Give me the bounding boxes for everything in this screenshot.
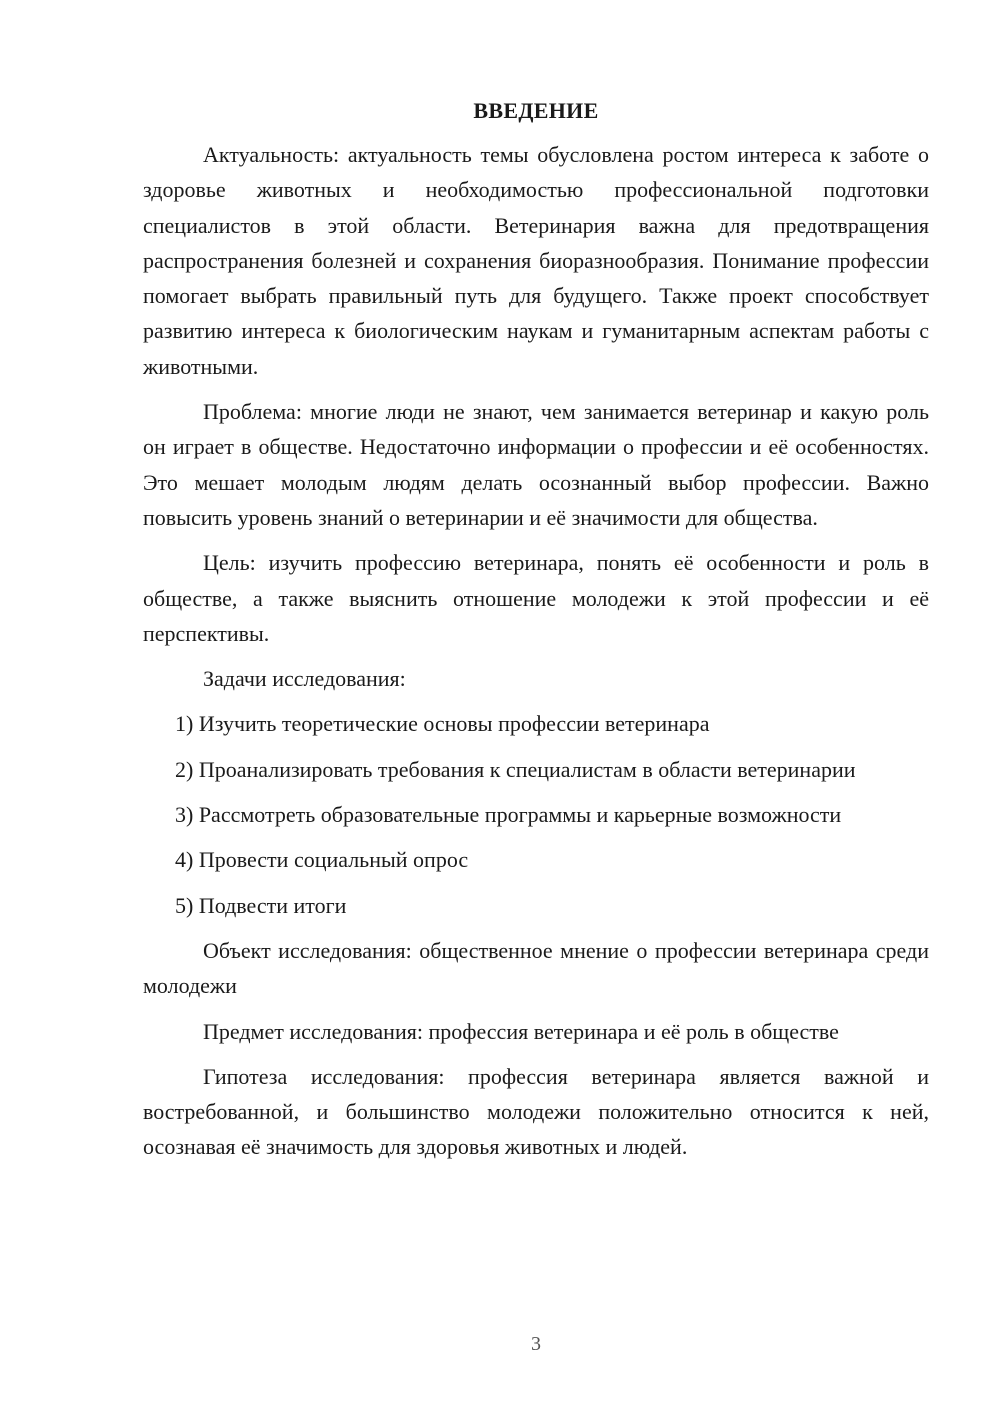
page-title: ВВЕДЕНИЕ <box>473 98 599 123</box>
page-number: 3 <box>531 1333 541 1355</box>
document-page <box>143 96 929 1165</box>
paragraph-goal: Цель: изучить профессию ветеринара, понять её особенности и роль в обществе, а также выяснить отношение молодежи к этой профессии и её перспективы. <box>143 550 929 646</box>
task-item: 3) Рассмотреть образовательные программы и карьерные возможности <box>175 802 842 828</box>
paragraph-relevance: Актуальность: актуальность темы обусловлена ростом интереса к заботе о здоровье животных и необходимостью профессиональной подготовки специалистов в этой области. Ветеринария важна для предотвращения распространения болезней и сохранения биоразнообразия. Понимание профессии помогает выбрать правильный путь для будущего. Также проект способствует развитию интереса к биологическим наукам и гуманитарным аспектам работы с животными. <box>143 142 929 379</box>
tasks-heading: Задачи исследования: <box>203 666 406 692</box>
task-item: 1) Изучить теоретические основы профессии ветеринара <box>175 711 710 737</box>
task-item: 2) Проанализировать требования к специалистам в области ветеринарии <box>175 756 856 782</box>
paragraph-hypothesis: Гипотеза исследования: профессия ветеринара является важной и востребованной, и большинство молодежи положительно относится к ней, осознавая её значимость для здоровья животных и людей. <box>143 1063 929 1160</box>
paragraph-object: Объект исследования: общественное мнение о профессии ветеринара среди молодежи <box>143 937 929 999</box>
paragraph-problem: Проблема: многие люди не знают, чем занимается ветеринар и какую роль он играет в обществе. Недостаточно информации о профессии и её особенностях. Это мешает молодым людям делать осознанный выбор профессии. Важно повысить уровень знаний о ветеринарии и её значимости для общества. <box>143 399 929 530</box>
task-item: 4) Провести социальный опрос <box>175 847 469 873</box>
paragraph-subject: Предмет исследования: профессия ветеринара и её роль в обществе <box>203 1018 839 1044</box>
task-item: 5) Подвести итоги <box>175 892 347 918</box>
